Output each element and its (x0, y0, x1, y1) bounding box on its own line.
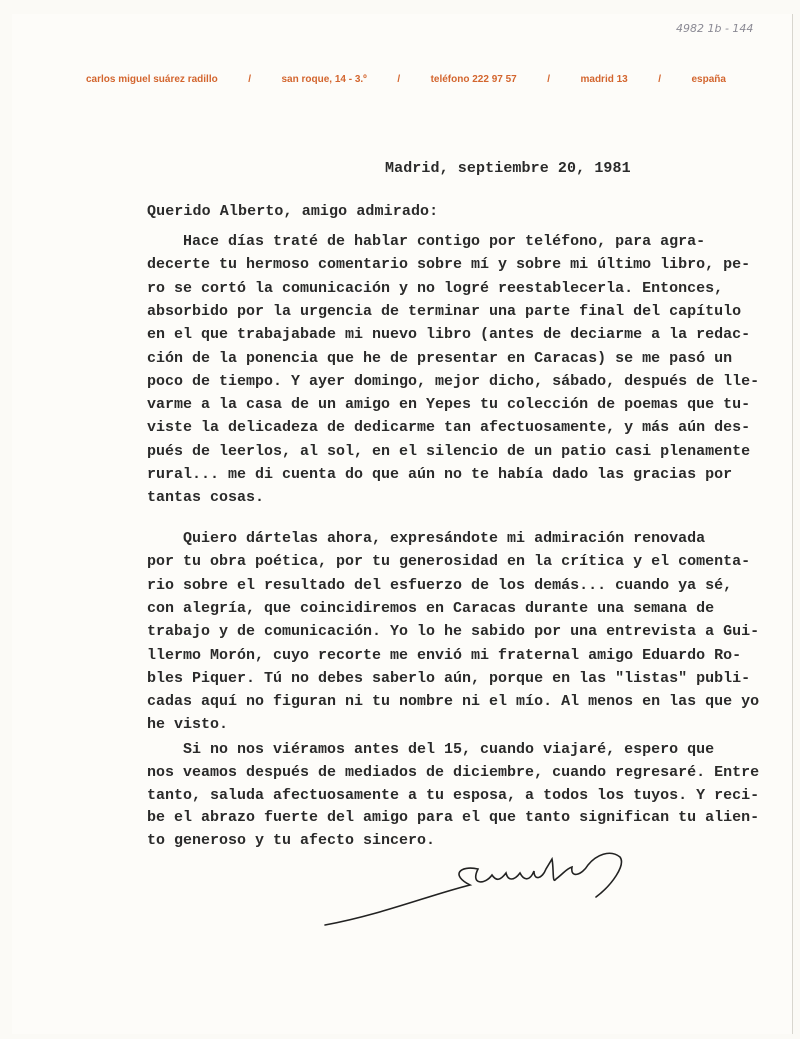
text-line: tantas cosas. (147, 489, 265, 507)
letterhead-separator: / (248, 74, 251, 85)
letterhead-phone: teléfono 222 97 57 (430, 74, 517, 85)
letterhead-address: san roque, 14 - 3.º (281, 74, 367, 85)
text-line: absorbido por la urgencia de terminar una parte final del capítulo (147, 302, 742, 320)
text-line: be el abrazo fuerte del amigo para el que tanto significan tu alien- (147, 809, 760, 827)
text-line: llermo Morón, cuyo recorte me envió mi fraternal amigo Eduardo Ro- (147, 646, 742, 664)
text-line: varme a la casa de un amigo en Yepes tu colección de poemas que tu- (147, 396, 751, 414)
letterhead-city: madrid 13 (580, 74, 628, 85)
letterhead-separator: / (547, 74, 550, 85)
text-line: bles Piquer. Tú no debes saberlo aún, porque en las "listas" publi- (147, 669, 751, 687)
text-line: rural... me di cuenta do que aún no te había dado las gracias por (147, 466, 733, 483)
text-line: pués de leerlos, al sol, en el silencio de un patio casi plenamente (147, 442, 751, 460)
text-line: Hace días traté de hablar contigo por teléfono, para agra- (147, 233, 706, 250)
salutation: Querido Alberto, amigo admirado: (147, 203, 439, 220)
letterhead-name: carlos miguel suárez radillo (86, 74, 218, 85)
text-line: en el que trabajabade mi nuevo libro (antes de deciarme a la redac- (147, 326, 751, 344)
text-line: nos veamos después de mediados de diciembre, cuando regresaré. Entre (147, 763, 760, 781)
text-line: decerte tu hermoso comentario sobre mí y sobre mi último libro, pe- (147, 256, 751, 274)
text-line: rio sobre el resultado del esfuerzo de los demás... cuando ya sé, (147, 576, 733, 594)
letterhead-separator: / (397, 74, 401, 85)
text-line: Quiero dártelas ahora, expresándote mi admiración renovada (147, 530, 706, 547)
letterhead-separator: / (658, 74, 661, 85)
archive-annotation: 4982 1b - 144 (676, 22, 754, 35)
text-line: he visto. (147, 716, 229, 734)
letterhead (86, 74, 726, 85)
text-line: trabajo y de comunicación. Yo lo he sabido por una entrevista a Gui- (147, 623, 760, 641)
text-line: Si no nos viéramos antes del 15, cuando viajaré, espero que (147, 741, 715, 758)
handwritten-signature (320, 845, 650, 935)
text-line: cadas aquí no figuran ni tu nombre ni el mío. Al menos en las que yo (147, 693, 760, 711)
letterhead-country: españa (691, 74, 726, 85)
text-line: por tu obra poética, por tu generosidad en la crítica y el comenta- (147, 553, 751, 571)
text-line: tanto, saluda afectuosamente a tu esposa, a todos los tuyos. Y reci- (147, 786, 760, 804)
text-line: poco de tiempo. Y ayer domingo, mejor dicho, sábado, después de lle- (147, 372, 760, 390)
letter-date: Madrid, septiembre 20, 1981 (385, 160, 631, 177)
text-line: to generoso y tu afecto sincero. (147, 832, 436, 850)
text-line: viste la delicadeza de dedicarme tan afectuosamente, y más aún des- (147, 419, 751, 437)
text-line: con alegría, que coincidiremos en Caracas durante una semana de (147, 599, 715, 617)
text-line: ción de la ponencia que he de presentar en Caracas) se me pasó un (147, 349, 733, 367)
text-line: ro se cortó la comunicación y no logré reestablecerla. Entonces, (147, 279, 724, 297)
